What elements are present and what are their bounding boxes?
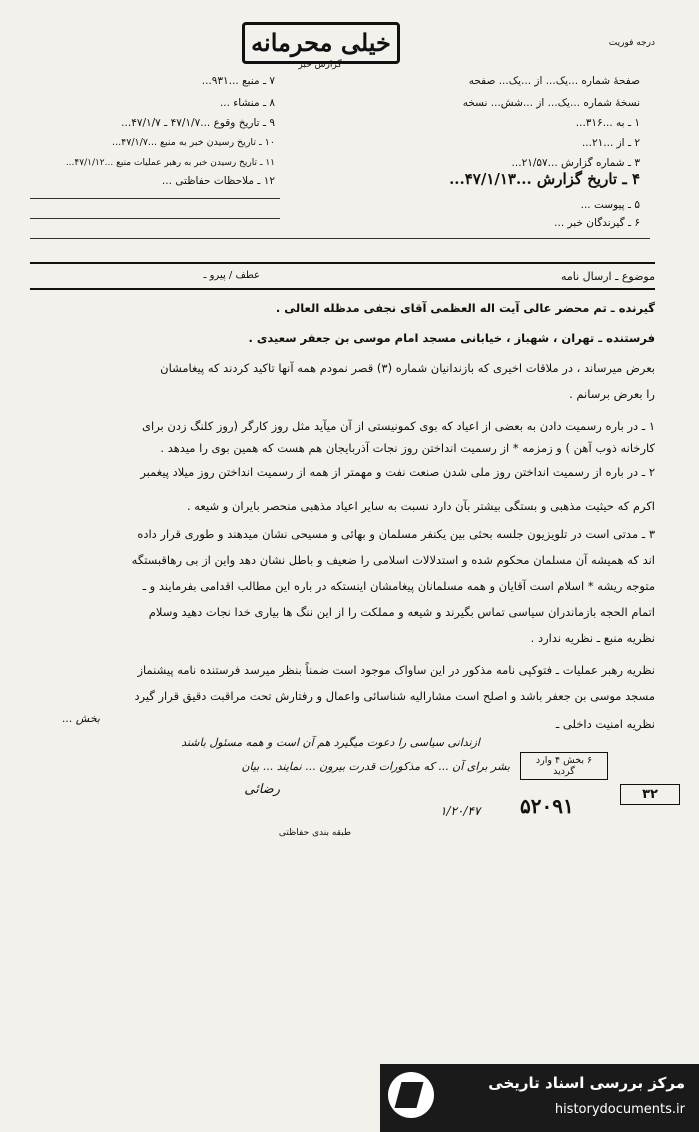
archive-website-link[interactable]: historydocuments.ir bbox=[554, 1102, 685, 1117]
intro-line: را بعرض برسانم . bbox=[569, 387, 655, 401]
paragraph-3-line: متوجه ریشه * اسلام است آقایان و همه مسلمانان پیغامشان اینستکه در باره این مطالب اقدامی بفرمایند و ـ bbox=[142, 579, 655, 593]
recipient-line: گیرنده ـ تم محضر عالی آیت اله العظمی آقای نجفی مدظله العالی . bbox=[275, 301, 655, 315]
header-field-event-date: ۹ ـ تاریخ وقوع ...۴۷/۱/۷ ـ ۴۷/۱/۷... bbox=[121, 117, 275, 129]
intro-line: بعرض میرساند ، در ملاقات اخیری که بازندانیان شماره (۳) قصر نمودم همه آنها تاکید کردند که پیغامشان bbox=[160, 361, 655, 375]
file-number-box: ۳۲ bbox=[620, 784, 680, 805]
priority-label: درجه فوریت bbox=[608, 38, 655, 48]
source-opinion-line: نظریه منبع ـ نظریه ندارد . bbox=[530, 631, 655, 645]
header-field-copy: نسخهٔ شماره ...یک... از ...شش... نسخه bbox=[462, 97, 640, 109]
protection-classification-footer: طبقه بندی حفاظتی bbox=[278, 828, 352, 838]
header-divider bbox=[30, 262, 655, 264]
handwritten-registration-number: ۵۲۰۹۱ bbox=[520, 794, 574, 818]
handwritten-note-line: ازندانی سیاسی را دعوت میگیرد هم آن است و همه مسئول باشند bbox=[181, 736, 480, 749]
classification-stamp-subtitle: گزارش خبر bbox=[298, 60, 342, 70]
registration-box-stamp: ۶ بخش ۴ وارد گردید bbox=[520, 752, 608, 780]
classification-stamp: خیلی محرمانه bbox=[242, 22, 400, 64]
sender-line: فرستنده ـ تهران ، شهباز ، خیابانی مسجد امام موسی بن جعفر سعیدی . bbox=[248, 331, 655, 345]
header-field-recipients: ۶ ـ گیرندگان خبر ... bbox=[554, 217, 640, 229]
header-field-handler-arrival-date: ۱۱ ـ تاریخ رسیدن خبر به رهبر عملیات منبع ...۴۷/۱/۱۲... bbox=[65, 158, 275, 168]
header-field-to: ۱ ـ به ...۳۱۶... bbox=[575, 117, 640, 129]
archive-watermark bbox=[380, 1064, 699, 1132]
header-field-protection-notes: ۱۲ ـ ملاحظات حفاظتی ... bbox=[161, 175, 275, 187]
paragraph-3-line: ۳ ـ مدتی است در تلویزیون جلسه بحثی بین یکنفر مسلمان و بهائی و مسیحی نشان میدهند و طوری قرار داده bbox=[137, 527, 655, 541]
archive-logo-icon bbox=[388, 1072, 434, 1118]
handler-opinion-line: مسجد موسی بن جعفر باشد و اصلح است مشارالیه شناسائی واعمال و رفتارش تحت مراقبت دقیق قرار گیرد bbox=[134, 689, 655, 703]
handler-opinion-line: نظریه رهبر عملیات ـ فتوکپی نامه مذکور در این ساواک موجود است ضمناً بنظر میرسد فرستنده نامه پیشنماز bbox=[137, 663, 655, 677]
paragraph-2-line: ۲ ـ در باره از رسمیت انداختن روز ملی شدن صنعت نفت و مهمتر از همه از رسمیت انداختن روز میلاد پیغمبر bbox=[140, 465, 655, 479]
header-field-report-number: ۳ ـ شماره گزارش ...۲۱/۵۷... bbox=[511, 157, 640, 169]
handwritten-side-note: بخش ... bbox=[61, 712, 100, 725]
header-field-origin: ۸ ـ منشاء ... bbox=[219, 97, 275, 109]
subject-label: موضوع ـ ارسال نامه bbox=[560, 270, 655, 283]
handwritten-registration-date: ۱/۲۰/۴۷ bbox=[440, 804, 481, 818]
paragraph-3-line: اند که همیشه آن مسلمان محکوم شده و استدلالات اسلامی را ضعیف و باطل نشان دهد واین از بی رهاقبستگه bbox=[131, 553, 655, 567]
header-field-from: ۲ ـ از ...۲۱... bbox=[581, 137, 640, 149]
subject-divider bbox=[30, 288, 655, 290]
paragraph-2-line: اکرم که حیثیت مذهبی و بستگی بیشتر بآن دارد نسبت به سایر اعیاد مذهبی منحصر بایران و شیعه . bbox=[186, 499, 655, 513]
handwritten-note-line: بشر برای آن ... که مذکورات قدرت بیرون ... نمایند ... بیان bbox=[241, 760, 510, 773]
header-field-page: صفحهٔ شماره ...یک... از ...یک... صفحه bbox=[468, 75, 640, 87]
paragraph-3-line: اتمام الحجه بازماندران سیاسی تماس بگیرند و شیعه و مملکت را از این ننگ ها بیاری خدا نجات دهید وسلام bbox=[148, 605, 655, 619]
paragraph-1-line: کارخانه ذوب آهن ) و زمزمه * از رسمیت انداختن روز نجات آذربایجان هم هست که همین بوی را میدهد . bbox=[160, 441, 655, 455]
header-field-attachment: ۵ ـ پیوست ... bbox=[580, 199, 640, 211]
reference-label: عطف / پیرو ـ bbox=[203, 270, 260, 281]
internal-security-opinion-label: نظریه امنیت داخلی ـ bbox=[555, 717, 655, 731]
archive-name: مرکز بررسی اسناد تاریخی bbox=[488, 1074, 685, 1092]
header-field-news-arrival-date: ۱۰ ـ تاریخ رسیدن خبر به منبع ...۴۷/۱/۷... bbox=[112, 137, 275, 148]
header-bottom-line bbox=[30, 238, 650, 239]
paragraph-1-line: ۱ ـ در باره رسمیت دادن به بعضی از اعیاد که بوی کمونیستی از آن میآید مثل روز کارگر (روز کلنگ زدن برای bbox=[142, 419, 655, 433]
header-left-dotted-line bbox=[30, 218, 280, 219]
header-field-report-date: ۴ ـ تاریخ گزارش ...۴۷/۱/۱۳... bbox=[449, 170, 640, 188]
handwritten-signature: رضائی bbox=[244, 782, 280, 797]
header-left-dotted-line bbox=[30, 198, 280, 199]
header-field-source: ۷ ـ منبع ...۹۳۱... bbox=[201, 75, 275, 87]
